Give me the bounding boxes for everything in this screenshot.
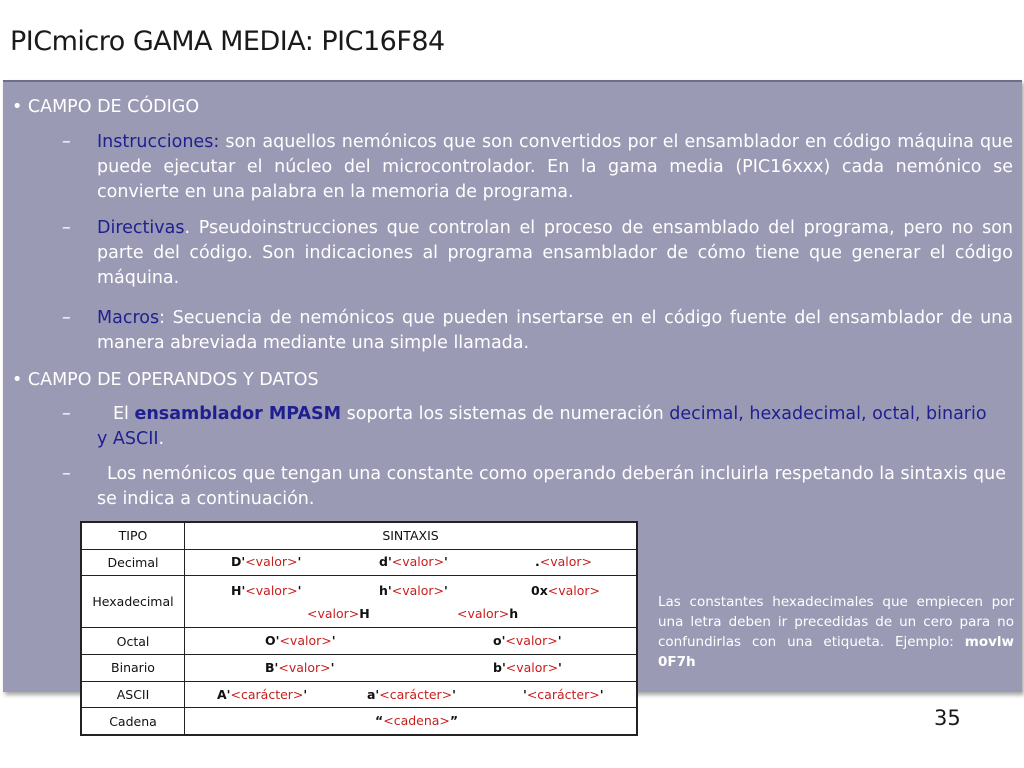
syntax-hex-4: <valor>H	[307, 605, 370, 621]
tipo-binario: Binario	[81, 655, 185, 682]
table-row	[81, 628, 637, 655]
header-sintaxis: SINTAXIS	[185, 522, 638, 549]
text-macros: Secuencia de nemónicos que pueden insertarse en el código fuente del ensamblador de una manera abreviada mediante una simple llamada.	[97, 308, 1013, 353]
tipo-decimal: Decimal	[81, 549, 185, 576]
term-mpasm: ensamblador MPASM	[134, 404, 342, 424]
slide-title: PICmicro GAMA MEDIA: PIC16F84	[10, 26, 445, 57]
table-row	[81, 681, 637, 708]
syntax-table	[80, 521, 638, 736]
table-row	[81, 549, 637, 576]
dash-marker: –	[62, 218, 71, 238]
term-instrucciones: Instrucciones	[97, 132, 214, 152]
page-number: 35	[934, 706, 961, 730]
note-example: movlw 0F7h	[658, 634, 1014, 670]
syntax-hex-3: 0x<valor>	[531, 582, 601, 598]
tipo-cadena: Cadena	[81, 708, 185, 735]
dash-marker: –	[62, 464, 71, 484]
term-directivas: Directivas	[97, 218, 185, 238]
syntax-hex-2: h'<valor>'	[379, 582, 448, 598]
syntax-ascii-1: A'<carácter>'	[217, 686, 308, 702]
syntax-decimal-3: .<valor>	[535, 554, 593, 570]
bullet-campo-operandos: • CAMPO DE OPERANDOS Y DATOS	[12, 370, 319, 390]
item-macros: Macros: Secuencia de nemónicos que pueden insertarse en el código fuente del ensamblador de una manera abreviada mediante una simple llamada.	[97, 308, 1013, 353]
tipo-hexadecimal: Hexadecimal	[81, 576, 185, 628]
item-instrucciones: Instrucciones: son aquellos nemónicos que son convertidos por el ensamblador en código máquina que puede ejecutar el núcleo del microcontrolador. En la gama media (PIC16xxx) cada nemónico se convierte en una palabra en la memoria de programa.	[97, 132, 1013, 202]
table-row	[81, 655, 637, 682]
syntax-hex-1: H'<valor>'	[231, 582, 302, 598]
item-directivas: Directivas. Pseudoinstrucciones que controlan el proceso de ensamblado del programa, pero no son parte del código. Son indicaciones al programa ensamblador de cómo tiene que generar el código máquina.	[97, 218, 1013, 288]
tipo-ascii: ASCII	[81, 681, 185, 708]
dash-marker: –	[62, 308, 71, 328]
syntax-decimal-1: D'<valor>'	[231, 554, 302, 570]
text-instrucciones: son aquellos nemónicos que son convertidos por el ensamblador en código máquina que puede ejecutar el núcleo del microcontrolador. En la gama media (PIC16xxx) cada nemónico se convierte en una palabra en la memoria de programa.	[97, 132, 1013, 202]
table-header-row	[81, 522, 637, 549]
dash-marker: –	[62, 404, 71, 424]
syntax-hex-5: <valor>h	[457, 605, 519, 621]
term-macros: Macros	[97, 308, 160, 328]
syntax-octal-2: o'<valor>'	[493, 633, 562, 649]
bullet-campo-codigo: • CAMPO DE CÓDIGO	[12, 97, 200, 117]
syntax-ascii-3: '<carácter>'	[523, 686, 604, 702]
syntax-binario-2: b'<valor>'	[493, 659, 562, 675]
syntax-decimal-2: d'<valor>'	[379, 554, 448, 570]
syntax-cadena: “<cadena>”	[375, 713, 459, 729]
syntax-ascii-2: a'<carácter>'	[367, 686, 456, 702]
tipo-octal: Octal	[81, 628, 185, 655]
header-tipo: TIPO	[81, 522, 185, 549]
table-row	[81, 708, 637, 735]
item-mpasm: El ensamblador MPASM soporta los sistemas de numeración decimal, hexadecimal, octal, binario y ASCII.	[97, 404, 987, 449]
syntax-octal-1: O'<valor>'	[265, 633, 336, 649]
hex-note: Las constantes hexadecimales que empiecen por una letra deben ir precedidas de un cero para no confundirlas con una etiqueta. Ejemplo: movlw 0F7h	[658, 594, 1014, 670]
dash-marker: –	[62, 132, 71, 152]
numeral-systems: decimal, hexadecimal, octal, binario y ASCII	[97, 404, 987, 449]
text-directivas: Pseudoinstrucciones que controlan el proceso de ensamblado del programa, pero no son parte del código. Son indicaciones al programa ensamblador de cómo tiene que generar el código máquina.	[97, 218, 1013, 288]
item-nemonicos: Los nemónicos que tengan una constante como operando deberán incluirla respetando la sintaxis que se indica a continuación.	[97, 464, 1006, 509]
table-row	[81, 576, 637, 628]
syntax-binario-1: B'<valor>'	[265, 659, 335, 675]
